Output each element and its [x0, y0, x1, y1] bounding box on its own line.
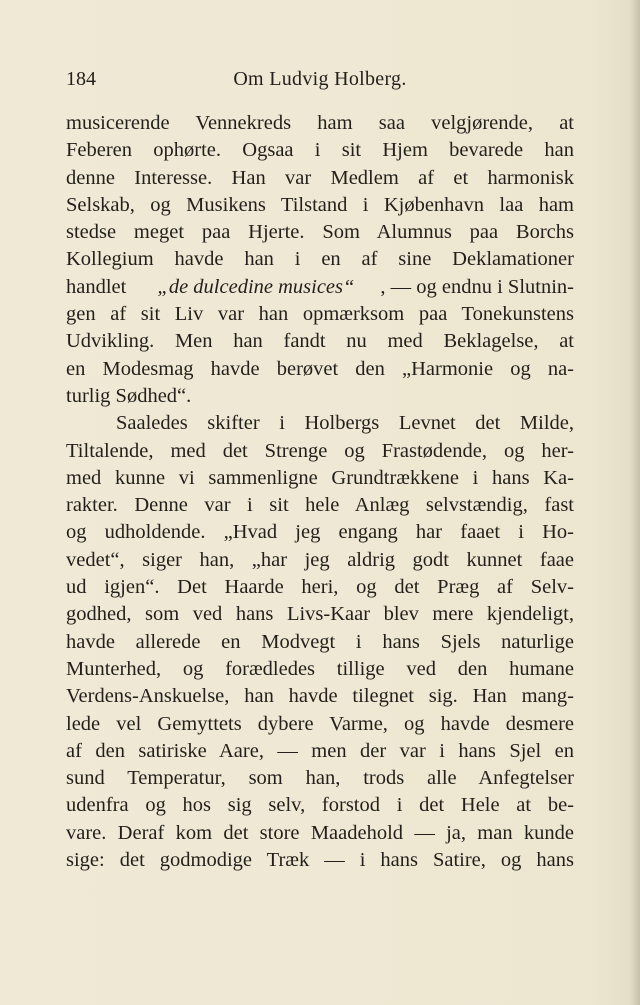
- paragraph-start-line: Saaledes skifter i Holbergs Levnet det Milde,: [116, 412, 574, 435]
- text-line: lede vel Gemyttets dybere Varme, og havde desmere: [66, 712, 574, 735]
- text-line: Udvikling. Men han fandt nu med Beklagelse, at: [66, 330, 574, 353]
- text-line: med kunne vi sammenligne Grundtrækkene i hans Ka-: [66, 466, 574, 489]
- text-line: af den satiriske Aare, — men der var i hans Sjel en: [66, 739, 574, 762]
- text-line: og udholdende. „Hvad jeg engang har faaet i Ho-: [66, 521, 574, 544]
- text-line: rakter. Denne var i sit hele Anlæg selvstændig, fast: [66, 494, 574, 517]
- text-fragment: handlet: [66, 275, 132, 298]
- text-line: Kollegium havde han i en af sine Deklamationer: [66, 248, 574, 271]
- page-edge-shadow: [630, 0, 640, 1005]
- text-line: Verdens-Anskuelse, han havde tilegnet sig. Han mang-: [66, 685, 574, 708]
- text-line: gen af sit Liv var han opmærksom paa Tonekunstens: [66, 303, 574, 326]
- body-text: [66, 110, 574, 874]
- text-line: musicerende Vennekreds ham saa velgjørende, at: [66, 112, 574, 134]
- text-fragment: , — og endnu i Slutnin-: [380, 275, 574, 298]
- text-line: Feberen ophørte. Ogsaa i sit Hjem bevarede han: [66, 139, 574, 162]
- running-title: Om Ludvig Holberg.: [233, 68, 407, 90]
- text-line: en Modesmag havde berøvet den „Harmonie og na-: [66, 357, 574, 380]
- text-line: havde allerede en Modvegt i hans Sjels naturlige: [66, 630, 574, 653]
- paragraph-end-line: turlig Sødhed“.: [66, 384, 192, 407]
- page-header: [66, 66, 574, 92]
- italic-latin-title: „de dulcedine musices“: [157, 275, 355, 298]
- text-line-with-italic: [66, 274, 574, 301]
- text-line: godhed, som ved hans Livs-Kaar blev mere kjendeligt,: [66, 603, 574, 626]
- text-line: Selskab, og Musikens Tilstand i Kjøbenhavn laa ham: [66, 193, 574, 216]
- text-line: vedet“, siger han, „har jeg aldrig godt kunnet faae: [66, 548, 574, 571]
- text-line: vare. Deraf kom det store Maadehold — ja, man kunde: [66, 821, 574, 844]
- text-line: denne Interesse. Han var Medlem af et harmonisk: [66, 166, 574, 189]
- page-number: 184: [66, 68, 96, 90]
- text-line: udenfra og hos sig selv, forstod i det Hele at be-: [66, 794, 574, 817]
- text-line: Munterhed, og forædledes tillige ved den humane: [66, 657, 574, 680]
- text-line: ud igjen“. Det Haarde heri, og det Præg af Selv-: [66, 576, 574, 599]
- text-line: sund Temperatur, som han, trods alle Anfegtelser: [66, 767, 574, 790]
- text-line: stedse meget paa Hjerte. Som Alumnus paa Borchs: [66, 221, 574, 244]
- text-line: Tiltalende, med det Strenge og Frastødende, og her-: [66, 439, 574, 462]
- text-line: sige: det godmodige Træk — i hans Satire, og hans: [66, 849, 574, 872]
